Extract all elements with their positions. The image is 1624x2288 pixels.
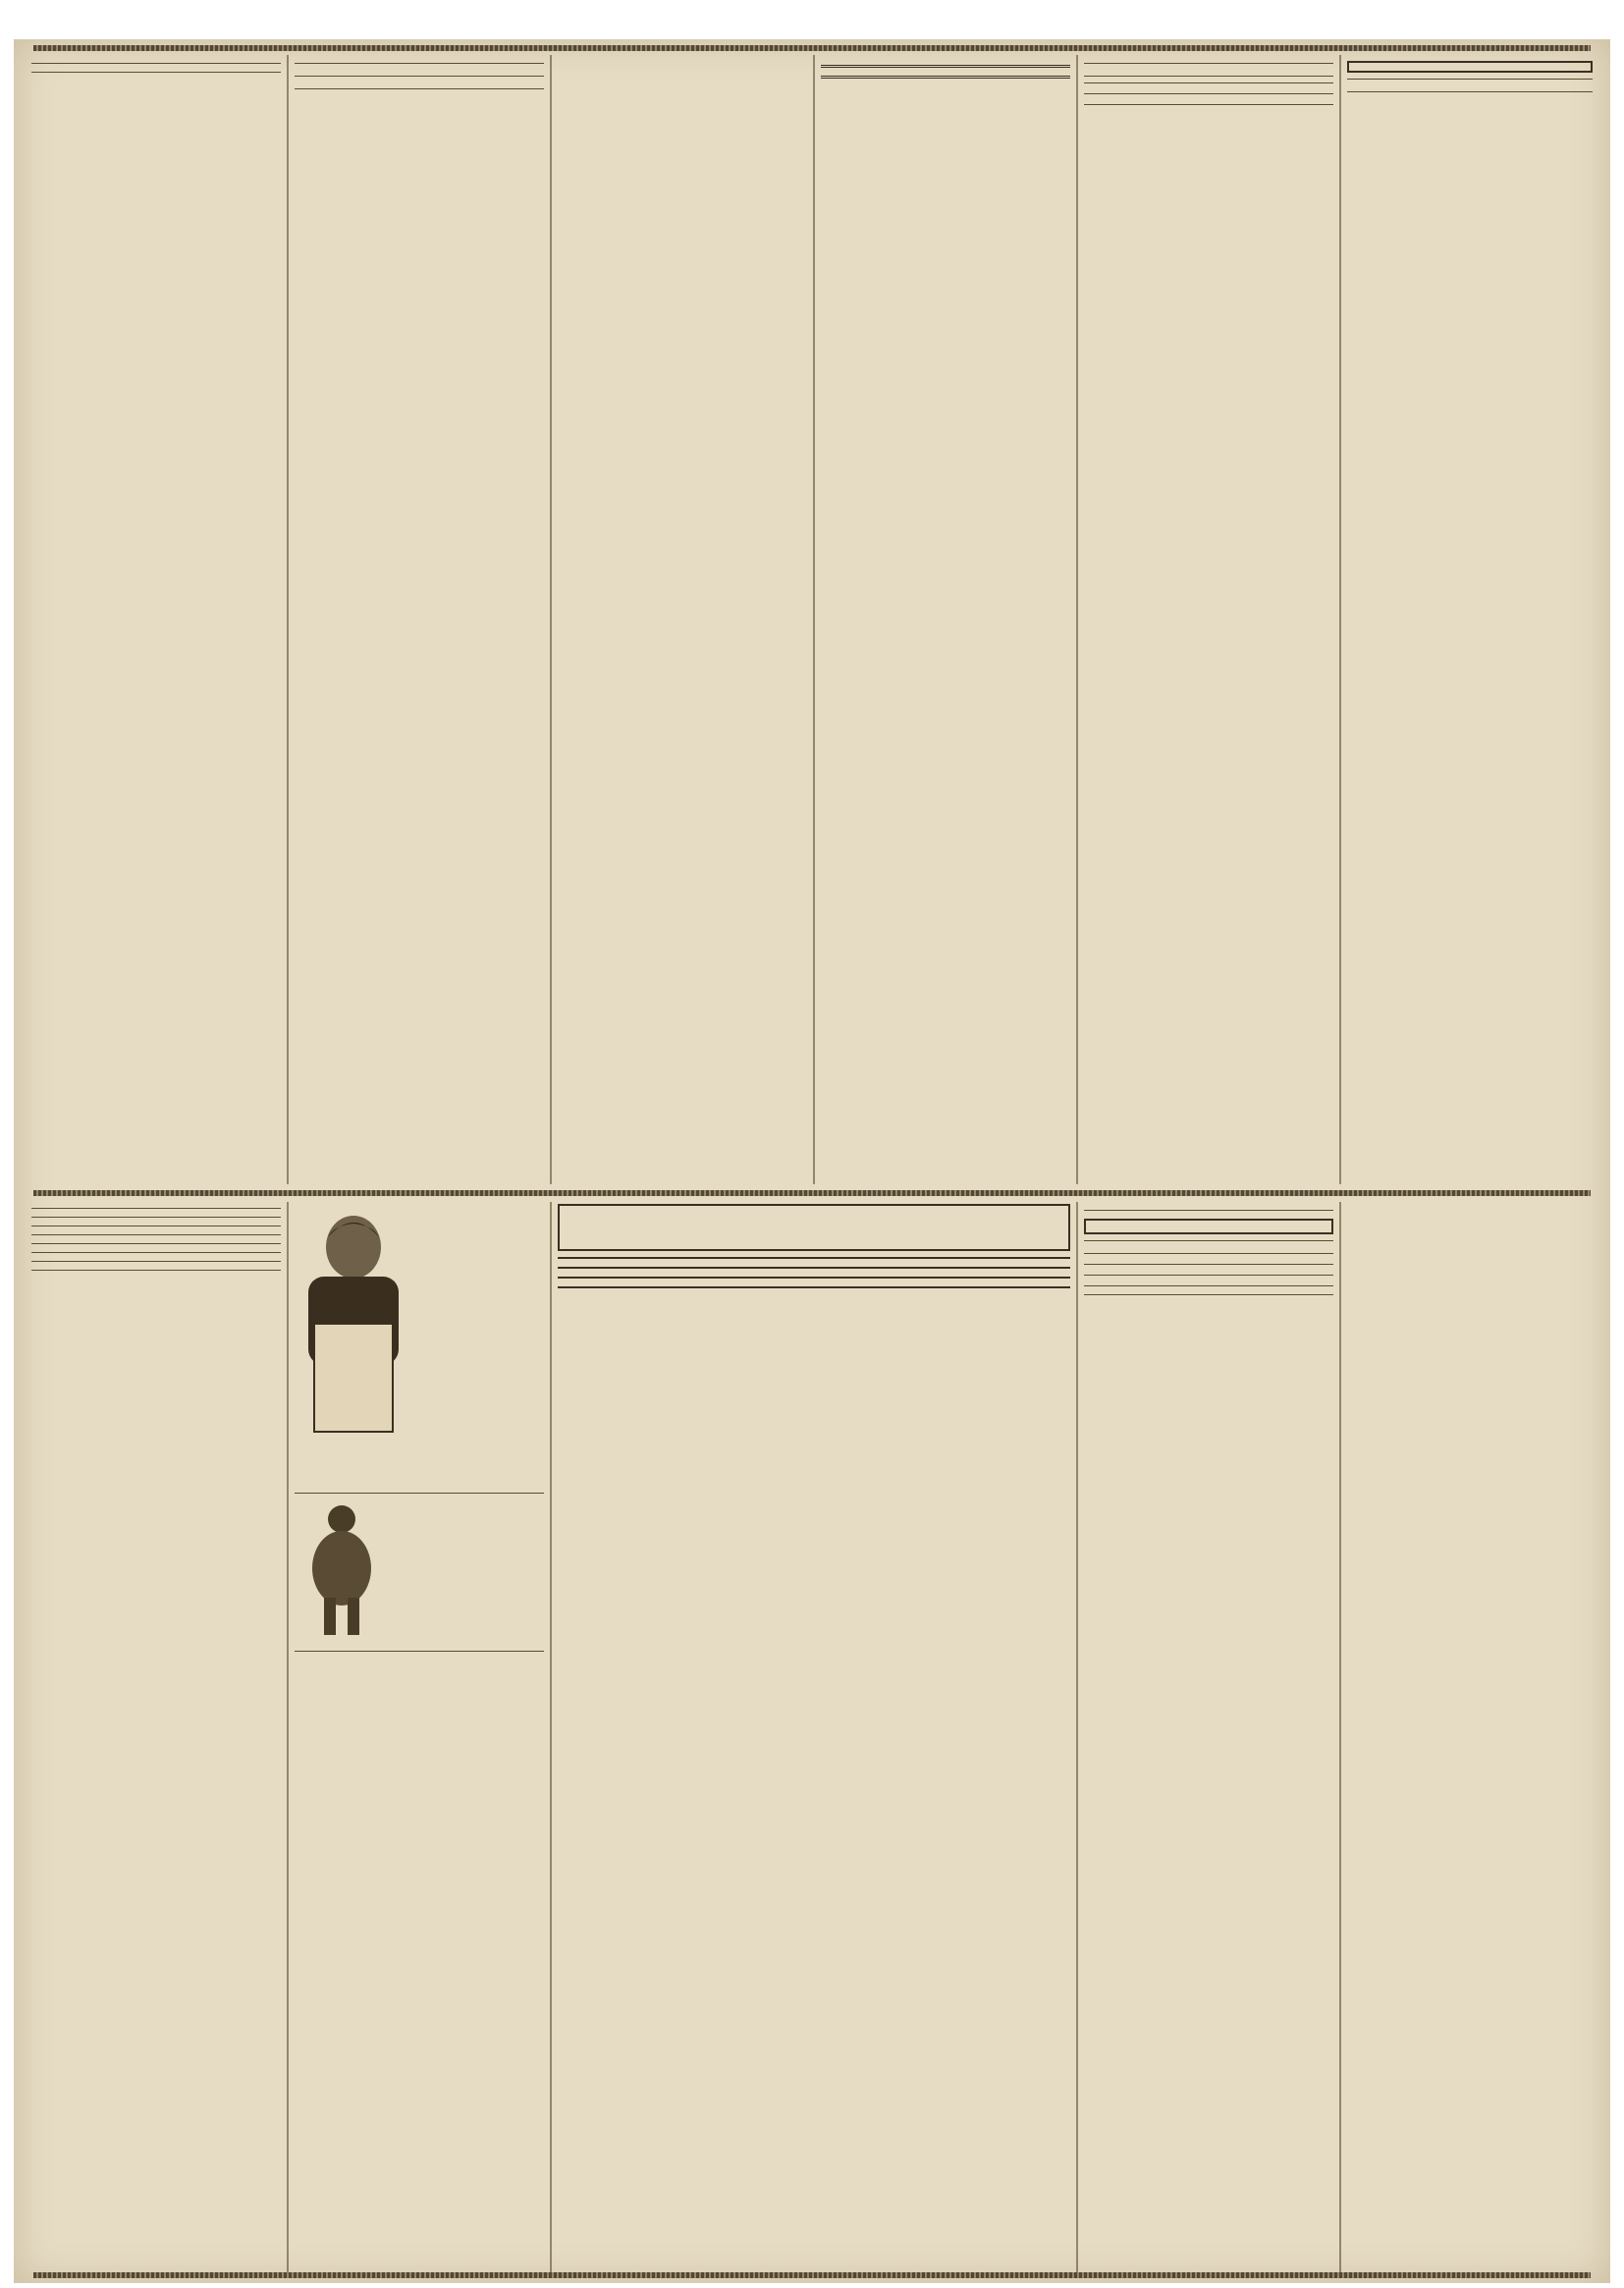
obesity-block (295, 1493, 544, 1645)
column-2 (295, 57, 544, 1184)
newspaper-page (14, 39, 1610, 2283)
ad-zotal (31, 1226, 281, 1230)
ad-manzanilla (558, 1292, 824, 1296)
section-title-noticias (821, 65, 1070, 79)
column-6 (1347, 57, 1593, 1184)
column-rule (1339, 1202, 1341, 2272)
ad-espumosos (31, 1252, 281, 1257)
sucursal-san-sebastian (824, 1216, 1062, 1237)
section-title-sucesos (31, 63, 281, 73)
ad-azulejos (31, 1208, 281, 1213)
column-rule (813, 55, 815, 1184)
silhouette-figure (295, 1499, 389, 1637)
column-rule (287, 1202, 289, 2272)
section-title-fiesta (295, 88, 544, 95)
ad-galan (31, 1261, 281, 1266)
column-4 (821, 57, 1070, 1184)
column-rule (1339, 55, 1341, 1184)
ad-la-palma (31, 1270, 281, 1275)
column-rule (1076, 55, 1078, 1184)
section-title-espectaculos (1347, 91, 1593, 98)
archive-header (0, 0, 1624, 37)
ad-la-imperial (558, 1204, 1070, 1251)
munyon-block (295, 1204, 544, 1489)
ad-casa-perra (1084, 1219, 1333, 1234)
ad-title-hernia (1084, 1253, 1333, 1258)
column-rule (287, 55, 289, 1184)
ad-enfermedades (1347, 61, 1593, 73)
middle-rule (33, 1190, 1591, 1196)
column-rule (1076, 1202, 1078, 2272)
bottom-column-5 (1347, 1204, 1593, 2274)
ad-motor (31, 1217, 281, 1222)
section-title-telegraficos (1084, 1285, 1333, 1295)
ad-casildo (31, 1234, 281, 1239)
bottom-column-4 (1084, 1204, 1333, 2274)
column-3 (558, 57, 807, 1184)
section-title-ecos (295, 63, 544, 70)
sucursal-bilbao (566, 1216, 804, 1237)
bottom-column-2 (295, 1204, 544, 2274)
ad-title-balcon (1084, 1210, 1333, 1215)
section-title-pelota (1347, 79, 1593, 85)
ad-panticosa (558, 1257, 1070, 1263)
ad-title-frances (1084, 1240, 1333, 1247)
section-title-provincias (295, 76, 544, 82)
sucursales-list (566, 1216, 1062, 1237)
ad-title-perdida (295, 1651, 544, 1656)
ad-diamantes (1084, 82, 1333, 87)
column-5 (1084, 57, 1333, 1184)
indicador (558, 1277, 1070, 1282)
ad-gran-casino (1084, 93, 1333, 98)
ad-sancho (558, 1267, 1070, 1273)
munyon-portrait (295, 1208, 412, 1483)
section-title-preferentes (1084, 63, 1333, 77)
ad-title-rioja (1084, 1275, 1333, 1280)
ad-title-chocolate (1084, 1264, 1333, 1269)
ad-trevijano (1084, 104, 1333, 109)
ad-centrales (31, 1243, 281, 1248)
bottom-rule (33, 2272, 1591, 2278)
column-rule (550, 1202, 552, 2272)
top-rule (33, 45, 1591, 51)
bottom-ads-row (558, 1286, 1070, 1296)
figure-illustration (295, 1499, 389, 1637)
bottom-column-1 (31, 1204, 281, 2274)
ad-automovil (835, 1292, 1070, 1296)
munyon-label (316, 1334, 391, 1373)
column-1 (31, 57, 281, 1184)
column-rule (550, 55, 552, 1184)
bottom-column-3 (558, 1204, 1070, 2274)
